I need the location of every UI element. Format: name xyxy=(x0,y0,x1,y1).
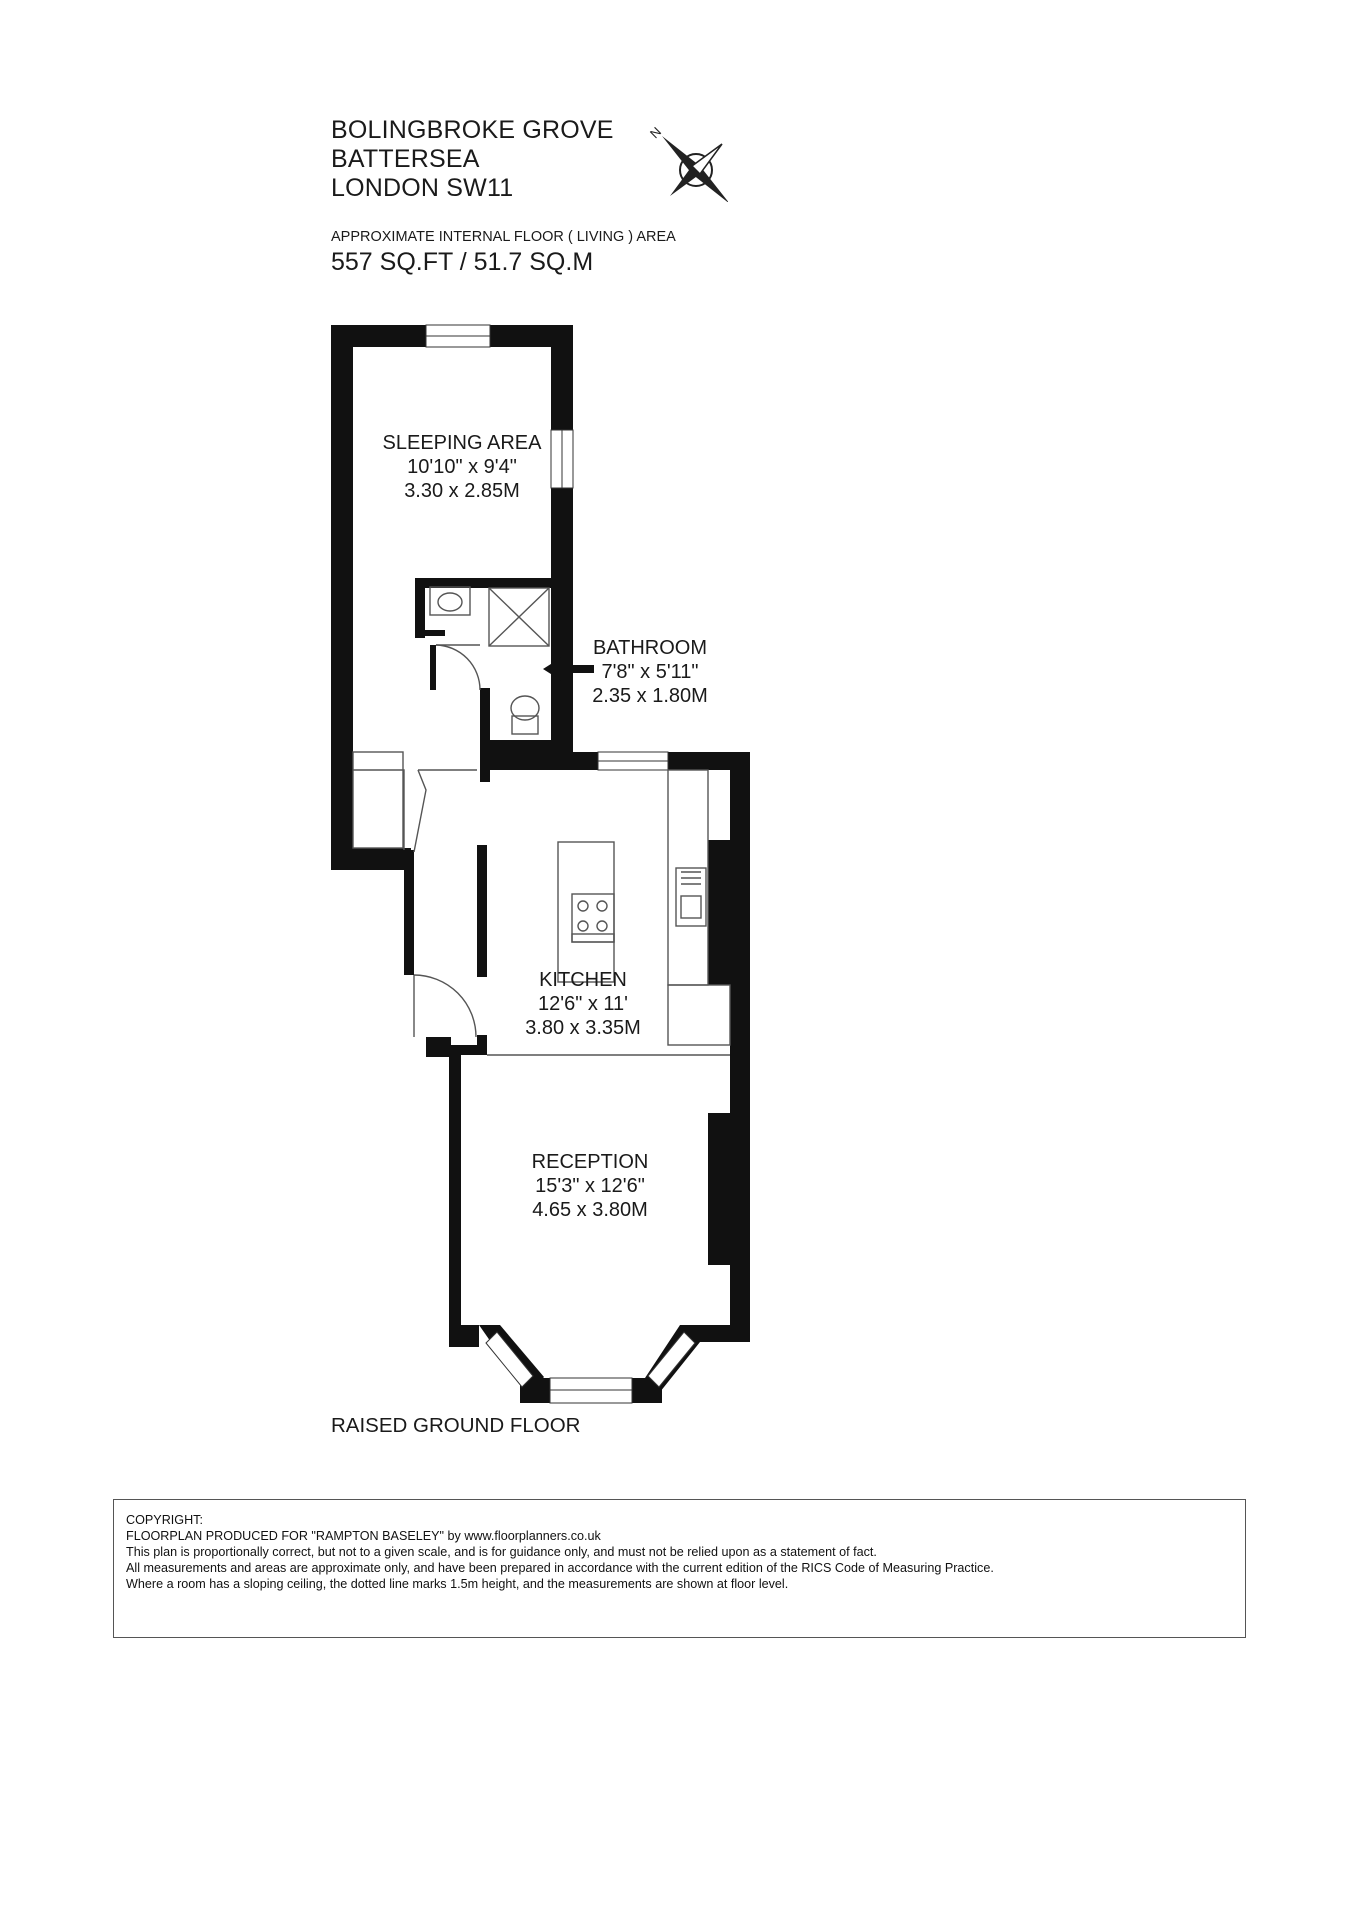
room-sleeping-name: SLEEPING AREA xyxy=(382,432,542,454)
area-label: APPROXIMATE INTERNAL FLOOR ( LIVING ) AREA xyxy=(331,229,676,245)
address-line-2: BATTERSEA xyxy=(331,145,480,173)
room-bathroom-name: BATHROOM xyxy=(592,637,708,659)
room-sleeping-imperial: 10'10" x 9'4" xyxy=(407,456,517,478)
bath-sink-basin-icon xyxy=(438,593,462,611)
room-kitchen xyxy=(513,968,653,1040)
compass-north-letter: N xyxy=(646,123,665,142)
copyright-line-4: Where a room has a sloping ceiling, the dotted line marks 1.5m height, and the measurements are shown at floor level. xyxy=(126,1577,789,1591)
hob-icon xyxy=(572,894,614,942)
address-line-1: BOLINGBROKE GROVE xyxy=(331,116,614,144)
address-line-3: LONDON SW11 xyxy=(331,174,514,202)
toilet-cistern-icon xyxy=(512,716,538,734)
room-sleeping-metric: 3.30 x 2.85M xyxy=(404,480,520,502)
copyright-heading: COPYRIGHT: xyxy=(126,1513,203,1527)
room-reception-metric: 4.65 x 3.80M xyxy=(532,1199,648,1221)
room-kitchen-imperial: 12'6" x 11' xyxy=(538,993,628,1015)
copyright-line-1: FLOORPLAN PRODUCED FOR "RAMPTON BASELEY" by www.floorplanners.co.uk xyxy=(126,1529,601,1543)
room-kitchen-metric: 3.80 x 3.35M xyxy=(525,1017,641,1039)
front-door-swing xyxy=(414,975,476,1037)
area-value: 557 SQ.FT / 51.7 SQ.M xyxy=(331,248,594,276)
room-kitchen-name: KITCHEN xyxy=(539,969,627,991)
kitchen-unit xyxy=(668,985,730,1045)
room-sleeping-area xyxy=(372,431,552,503)
room-bathroom-metric: 2.35 x 1.80M xyxy=(592,685,708,707)
kitchen-island xyxy=(558,842,614,982)
room-bathroom-imperial: 7'8" x 5'11" xyxy=(601,661,699,683)
room-reception xyxy=(510,1150,670,1222)
floor-label: RAISED GROUND FLOOR xyxy=(331,1414,581,1437)
room-bathroom xyxy=(580,636,720,708)
room-reception-name: RECEPTION xyxy=(531,1151,649,1173)
bathroom-door-swing xyxy=(436,645,480,690)
copyright-line-2: This plan is proportionally correct, but not to a given scale, and is for guidance only, and must not be relied upon as a statement of fact. xyxy=(126,1545,877,1559)
copyright-box xyxy=(113,1499,1246,1638)
cupboard xyxy=(353,752,403,848)
room-reception-imperial: 15'3" x 12'6" xyxy=(535,1175,645,1197)
copyright-line-3: All measurements and areas are approximate only, and have been prepared in accordance with the current edition of the RICS Code of Measuring Practice. xyxy=(126,1561,994,1575)
